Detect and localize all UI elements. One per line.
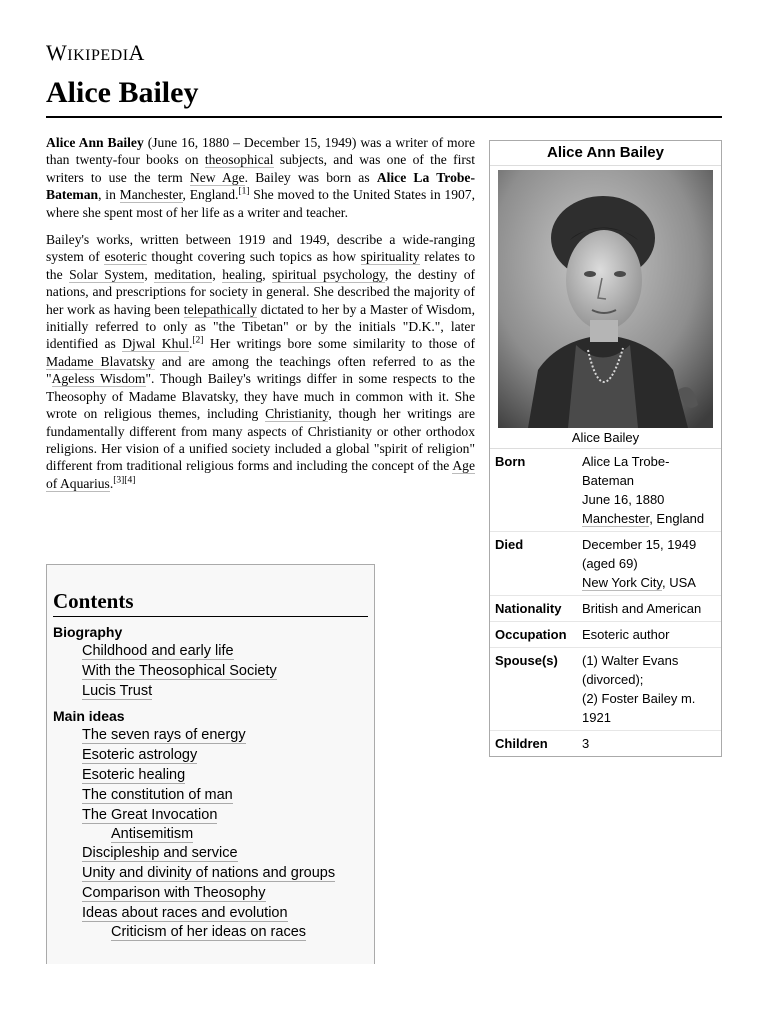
text-run: (divorced); <box>582 672 644 687</box>
infobox-value-line <box>582 734 716 753</box>
table-of-contents <box>46 564 375 964</box>
text-run: . <box>109 475 114 491</box>
infobox-value-line <box>582 554 716 573</box>
toc-item-link[interactable]: With the Theosophical Society <box>82 663 277 679</box>
toc-item-link[interactable]: Ideas about races and evolution <box>82 905 288 921</box>
article-link[interactable]: Ageless Wisdom <box>51 371 146 387</box>
text-run: . <box>188 336 193 352</box>
article-link[interactable]: telepathically <box>183 301 258 317</box>
toc-section[interactable]: Biography <box>53 624 123 640</box>
text-run: , <box>144 266 155 282</box>
article-link[interactable]: Manchester <box>582 511 650 526</box>
text-run: British and American <box>582 601 702 616</box>
text-run: , USA <box>661 575 696 590</box>
reference-link[interactable]: [1] <box>238 186 250 197</box>
infobox-value <box>582 599 716 618</box>
text-run: December 15, 1949 <box>582 537 697 552</box>
infobox-value-line <box>582 689 716 708</box>
text-run: , the destiny of nations, and prescriptions for society in general. She described the majority of her work as having been <box>46 266 476 317</box>
article-link[interactable]: Age of Aquarius <box>46 458 475 491</box>
lead-paragraph-2 <box>46 231 475 492</box>
toc-item[interactable] <box>53 805 368 825</box>
wikipedia-wordmark[interactable] <box>46 40 145 66</box>
toc-item[interactable] <box>53 745 368 765</box>
infobox-value-line <box>582 625 716 644</box>
wordmark-final: A <box>128 40 145 65</box>
infobox-value <box>582 651 716 727</box>
toc-item[interactable] <box>53 843 368 863</box>
toc-item[interactable] <box>53 785 368 805</box>
text-run: 3 <box>582 736 590 751</box>
text-run: (aged 69) <box>582 556 638 571</box>
article-link[interactable]: Madame Blavatsky <box>46 353 155 369</box>
text-run: Her writings bore some similarity to those of <box>203 336 476 352</box>
toc-item-link[interactable]: The Great Invocation <box>82 807 218 823</box>
toc-item[interactable] <box>53 661 368 681</box>
infobox-value-line <box>582 708 716 727</box>
toc-list <box>53 623 368 941</box>
toc-item-link[interactable]: Childhood and early life <box>82 643 234 659</box>
infobox-value-line <box>582 490 716 509</box>
toc-item-link[interactable]: Criticism of her ideas on races <box>111 924 307 940</box>
toc-item[interactable] <box>53 903 368 923</box>
toc-item-link[interactable]: Unity and divinity of nations and groups <box>82 865 336 881</box>
text-run: 1921 <box>582 710 611 725</box>
article-link[interactable]: New York City <box>582 575 662 590</box>
text-run: She moved to the United States in 1907, where she spent most of her life as a writer and teacher. <box>46 187 475 220</box>
text-run: dictated to her by a Master of Wisdom, initially referred to only as "the Tibetan" or by the initials "D.K.", later identified as <box>46 301 475 352</box>
infobox-value-line <box>582 573 716 592</box>
toc-item-link[interactable]: The seven rays of energy <box>82 727 246 743</box>
infobox-value <box>582 535 716 592</box>
text-run: , England. <box>182 187 239 203</box>
article-link[interactable]: healing <box>222 266 263 282</box>
text-run: , though her writings are fundamentally different from many aspects of Christianity or other orthodox religions. Her vision of a unified society included a global "spirit of religion" different from traditional religious forms and including the concept of the <box>46 406 475 474</box>
toc-item[interactable] <box>53 765 368 785</box>
infobox-value-line <box>582 599 716 618</box>
toc-item[interactable] <box>53 923 368 941</box>
infobox-row <box>490 731 721 756</box>
infobox-value-line <box>582 535 716 554</box>
text-run: Bailey's works, written between 1919 and 1949, describe a wide-ranging system of <box>46 232 475 265</box>
article-link[interactable]: Christianity <box>265 406 329 422</box>
toc-item-link[interactable]: Discipleship and service <box>82 845 238 861</box>
article-link[interactable]: theosophical <box>204 152 274 168</box>
text-run: . Bailey was born as <box>244 169 377 185</box>
text-run: June 16, 1880 <box>582 492 665 507</box>
toc-item-link[interactable]: Esoteric healing <box>82 767 186 783</box>
infobox-caption: Alice Ann Bailey <box>490 141 721 166</box>
infobox-rows <box>490 449 721 756</box>
text-run: (1) Walter Evans <box>582 653 679 668</box>
article-lead <box>46 134 475 502</box>
infobox-label: Nationality <box>495 601 562 616</box>
infobox-value-line <box>582 670 716 689</box>
toc-title: Contents <box>53 589 368 617</box>
infobox-value <box>582 625 716 644</box>
text-run: Esoteric author <box>582 627 670 642</box>
infobox <box>489 140 722 757</box>
text-run: ". Though Bailey's writings differ in some respects to the Theosophy of Madame Blavatsky, they have much in common with it. She wrote on religious themes, including <box>46 371 475 422</box>
infobox-value-line <box>582 471 716 490</box>
bold-text: Alice La Trobe-Bateman <box>46 169 475 203</box>
text-run: Bateman <box>582 473 635 488</box>
lead-paragraph-1 <box>46 134 475 221</box>
infobox-value <box>582 734 716 753</box>
toc-item[interactable] <box>53 825 368 843</box>
text-run: (June 16, 1880 – December 15, 1949) was a writer of more than twenty-four books on <box>46 135 475 168</box>
text-run: subjects, and was one of the first writers to use the term <box>46 152 475 185</box>
text-run: relates to the <box>46 249 476 282</box>
text-run: , <box>262 266 273 282</box>
article-link[interactable]: Manchester <box>119 187 183 203</box>
infobox-row <box>490 449 721 532</box>
toc-item-link[interactable]: Comparison with Theosophy <box>82 885 266 901</box>
toc-section[interactable]: Main ideas <box>53 708 125 724</box>
wordmark-initial: W <box>46 40 68 65</box>
infobox-label: Occupation <box>495 627 567 642</box>
infobox-row <box>490 532 721 596</box>
toc-item-link[interactable]: Lucis Trust <box>82 683 153 699</box>
infobox-value-line <box>582 452 716 471</box>
infobox-value <box>582 452 716 528</box>
infobox-label: Died <box>495 537 524 552</box>
wordmark-middle: IKIPEDI <box>67 47 129 64</box>
article-link[interactable]: esoteric <box>104 249 147 265</box>
article-link[interactable]: meditation <box>154 266 213 282</box>
toc-item[interactable] <box>53 641 368 661</box>
bold-text: Alice Ann Bailey <box>46 135 144 150</box>
text-run: , in <box>98 187 120 203</box>
text-run: and are among the teachings often referred to as the " <box>46 353 476 387</box>
portrait-caption: Alice Bailey <box>490 428 721 449</box>
article-link[interactable]: New Age <box>189 169 245 185</box>
text-run: Alice La Trobe- <box>582 454 670 469</box>
infobox-row <box>490 596 721 622</box>
text-run: , England <box>649 511 705 526</box>
toc-item[interactable] <box>53 681 368 701</box>
toc-item[interactable] <box>53 863 368 883</box>
article-link[interactable]: Djwal Khul <box>122 336 189 352</box>
portrait-photo[interactable] <box>498 170 713 428</box>
article-link[interactable]: spiritual psychology <box>272 266 385 282</box>
infobox-row <box>490 622 721 648</box>
infobox-value-line <box>582 509 716 528</box>
toc-item-link[interactable]: Antisemitism <box>111 826 194 842</box>
toc-item-link[interactable]: Esoteric astrology <box>82 747 198 763</box>
infobox-row <box>490 648 721 731</box>
infobox-label: Children <box>495 736 548 751</box>
reference-link[interactable]: [3][4] <box>113 475 136 486</box>
article-link[interactable]: spirituality <box>360 249 420 265</box>
toc-item-link[interactable]: The constitution of man <box>82 787 233 803</box>
text-run: , <box>212 266 223 282</box>
toc-item[interactable] <box>53 725 368 745</box>
text-run: (2) Foster Bailey m. <box>582 691 696 706</box>
toc-item[interactable] <box>53 883 368 903</box>
infobox-label: Born <box>495 454 526 469</box>
page-title: Alice Bailey <box>46 76 199 109</box>
infobox-value-line <box>582 651 716 670</box>
text-run: thought covering such topics as how <box>146 249 361 265</box>
title-divider <box>46 116 722 118</box>
article-link[interactable]: Solar System <box>69 266 145 282</box>
reference-link[interactable]: [2] <box>192 335 204 346</box>
infobox-label: Spouse(s) <box>495 653 558 668</box>
